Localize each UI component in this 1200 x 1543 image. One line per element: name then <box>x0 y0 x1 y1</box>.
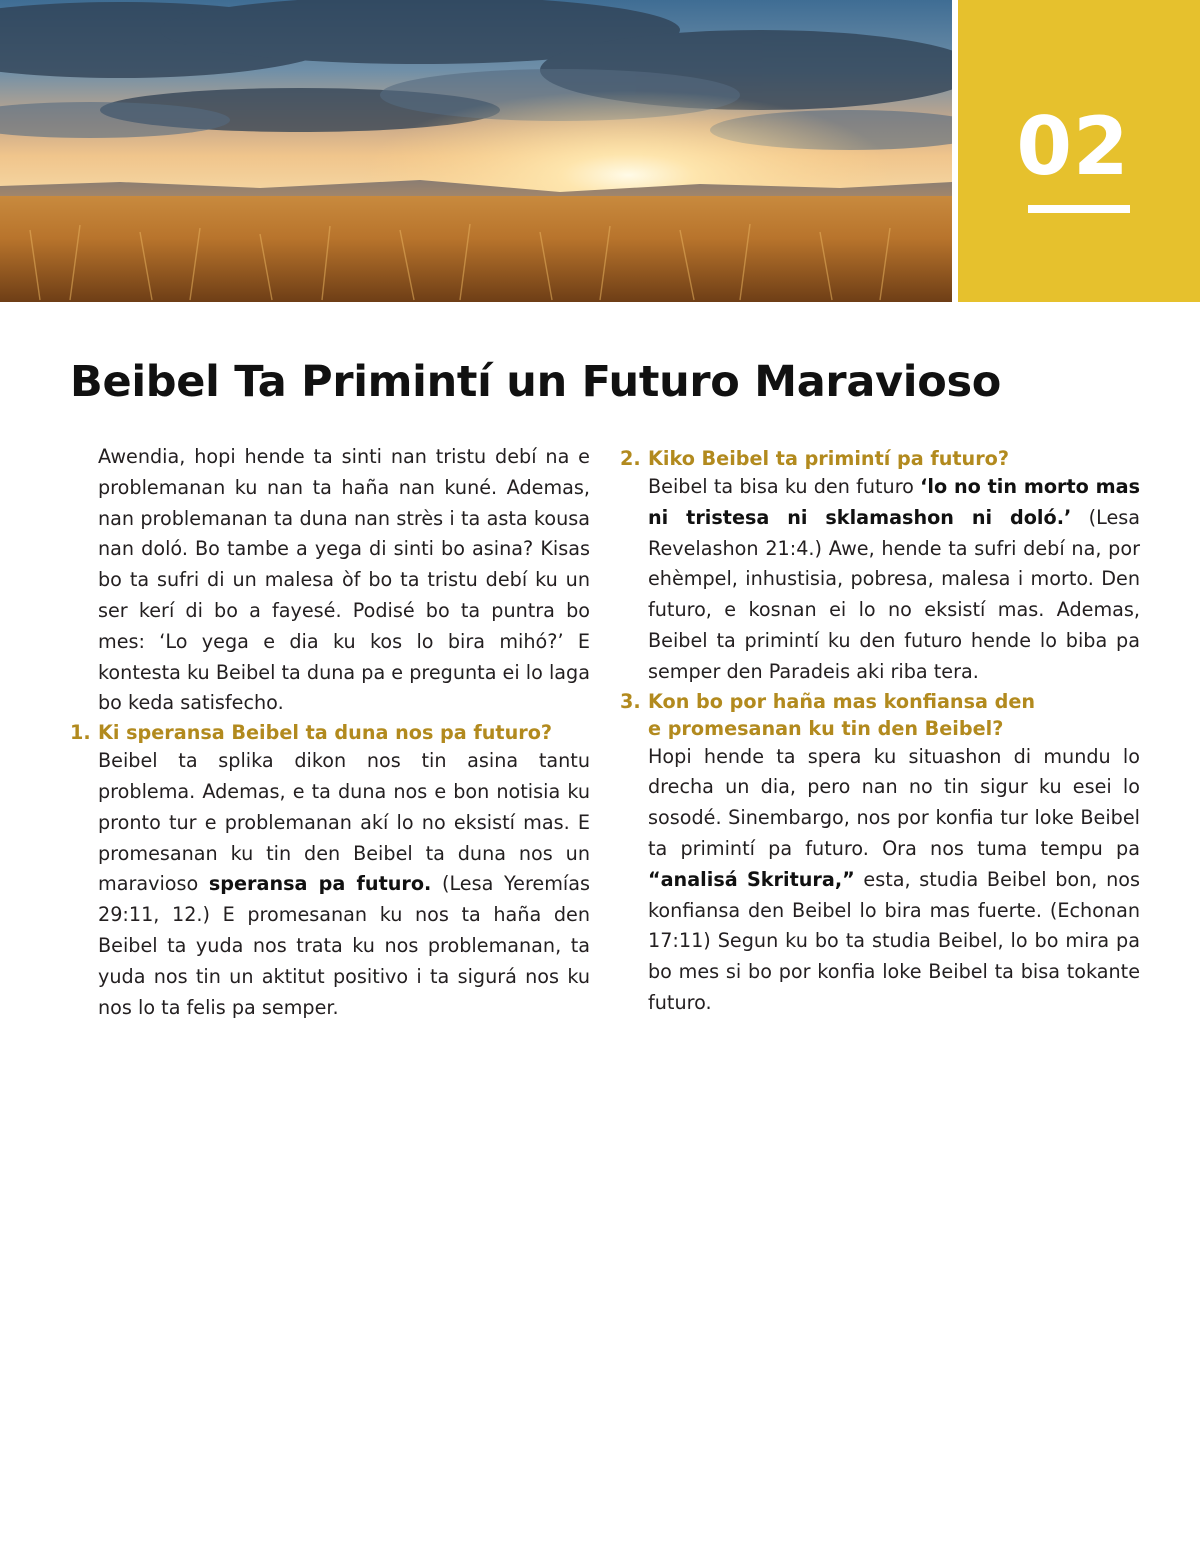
section-3-heading <box>620 688 1140 742</box>
section-1-text-end: (Lesa Yeremías 29:11, 12.) E promesanan ku nos ta haña den Beibel ta yuda nos trata ku nos problemanan, ta yuda nos tin un aktitut positivo i ta sigurá nos ku nos lo ta felis pa semper. <box>98 872 590 1019</box>
section-1-emphasis: speransa pa futuro. <box>208 872 432 896</box>
section-2-text-start: Beibel ta bisa ku den futuro <box>648 475 921 498</box>
intro-paragraph: Awendia, hopi hende ta sinti nan tristu debí na e problemanan ku nan ta haña nan kuné. Ademas, nan problemanan ta duna nan strès i ta asta kousa nan doló. Bo tambe a yega di sinti bo asina? Kisas bo ta sufri di un malesa òf bo ta tristu debí ku un ser kerí di bo a fayesé. Podisé bo ta puntra bo mes: ‘Lo yega e dia ku kos lo bira mihó?’ E kontesta ku Beibel ta duna pa e pregunta ei lo laga bo keda satisfecho. <box>98 445 590 715</box>
section-2-number: 2. <box>620 447 641 470</box>
right-column <box>620 442 1140 1019</box>
section-1-paragraph <box>70 746 590 1023</box>
section-3-emphasis: “analisá Skritura,” <box>648 867 855 891</box>
section-1-text-start: Beibel ta splika dikon nos tin asina tantu problema. Ademas, e ta duna nos e bon notisia ku pronto tur e problemanan akí lo no eksistí mas. E promesanan ku tin den Beibel ta duna nos un maravioso <box>98 749 590 896</box>
section-3-text-start: Hopi hende ta spera ku situashon di mundu lo drecha un dia, pero nan no tin sigur ku esei lo sosodé. Sinembargo, nos por konfia tur loke Beibel ta primintí pa futuro. Ora nos tuma tempu pa <box>648 744 1140 860</box>
lesson-number: 02 <box>1016 100 1130 193</box>
section-2-text-end: (Lesa Revelashon 21:4.) Awe, hende ta sufri debí na, por ehèmpel, inhustisia, pobresa, malesa i morto. Den futuro, e kosnan ei lo no eksistí mas. Ademas, Beibel ta primintí ku den futuro hende lo biba pa semper den Paradeis aki riba tera. <box>648 505 1141 683</box>
page-title: Beibel Ta Primintí un Futuro Maravioso <box>70 357 1001 407</box>
section-1-heading-text: Ki speransa Beibel ta duna nos pa futuro? <box>98 721 553 745</box>
section-2-heading <box>620 445 1140 472</box>
section-1-number: 1. <box>70 721 91 745</box>
section-3-heading-line2: e promesanan ku tin den Beibel? <box>648 716 1004 740</box>
section-3-text-end: esta, studia Beibel bon, nos konfiansa den Beibel lo bira mas fuerte. (Echonan 17:11) Segun ku bo ta studia Beibel, lo bo mira pa bo mes si bo por konfia loke Beibel ta bisa tokante futuro. <box>648 867 1140 1014</box>
section-3-number: 3. <box>620 689 641 713</box>
section-2-emphasis: ‘lo no tin morto mas ni tristesa ni sklamashon ni doló.’ <box>648 475 1141 529</box>
section-1-heading <box>70 719 590 746</box>
left-column <box>70 442 590 1023</box>
wheat-field-sunset-photo <box>0 0 952 302</box>
section-3-paragraph <box>620 742 1140 1019</box>
section-2-paragraph <box>620 472 1140 688</box>
section-2-heading-text: Kiko Beibel ta primintí pa futuro? <box>648 447 1009 470</box>
badge-underline <box>1028 205 1130 213</box>
hero-image <box>0 0 952 302</box>
lesson-number-badge <box>958 0 1200 302</box>
section-3-heading-text: Kon bo por haña mas konfiansa den <box>648 689 1036 713</box>
